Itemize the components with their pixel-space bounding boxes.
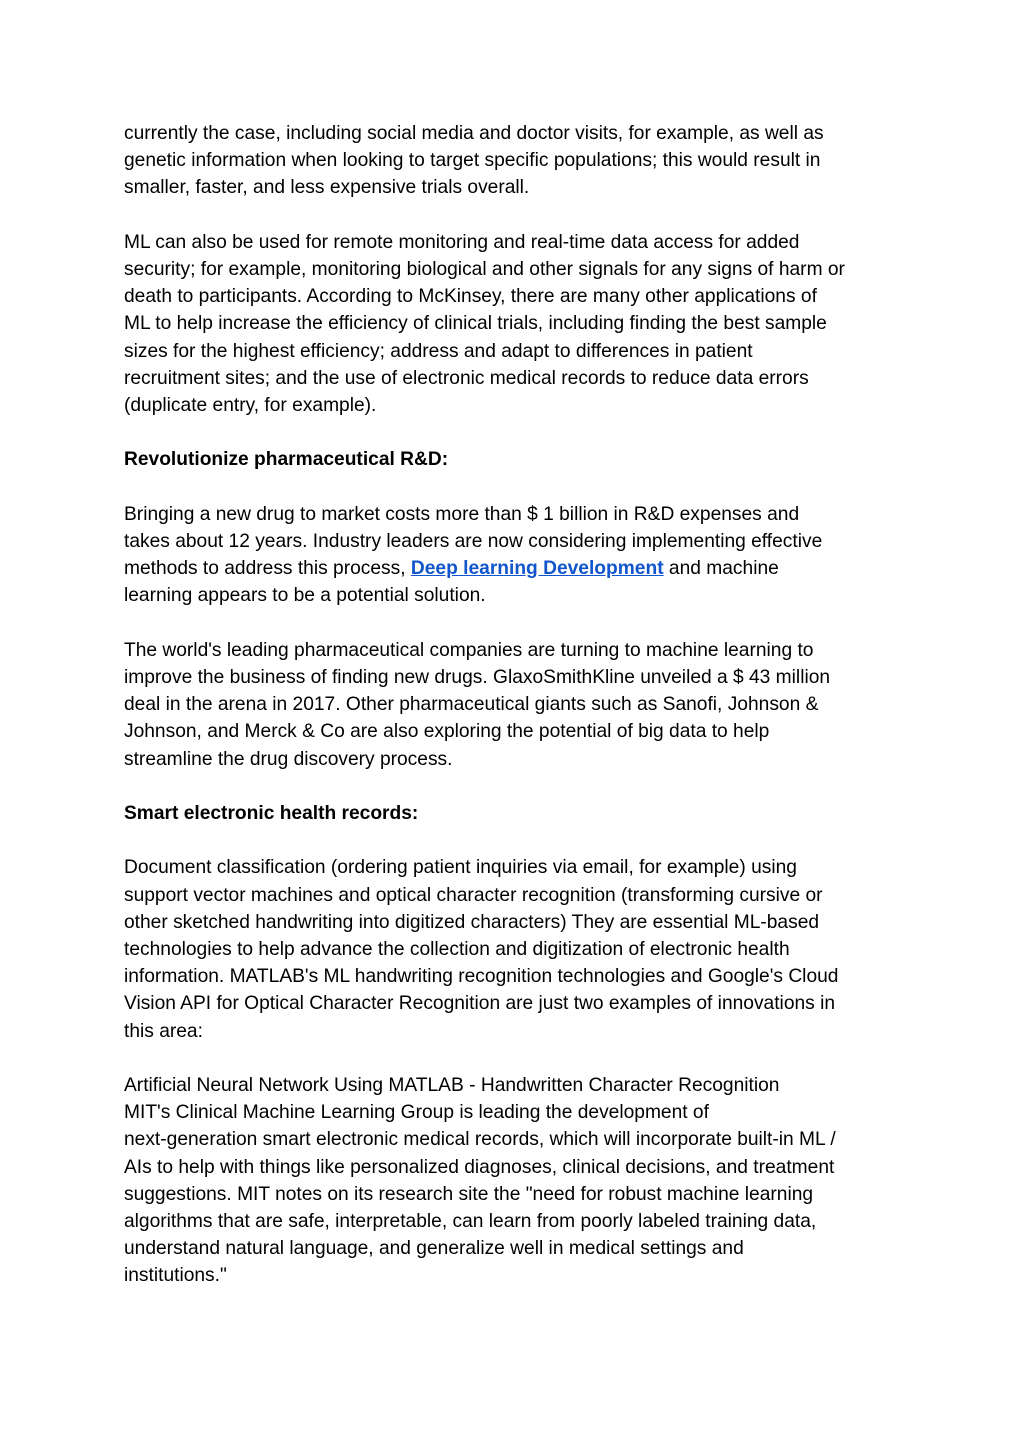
paragraph-remote-monitoring: ML can also be used for remote monitoring and real-time data access for added security; for example, monitoring biological and other signals for any signs of harm or death to participants. According to McKinsey, there are many other applications of ML to help increase the efficiency of clinical trials, including finding the best sample sizes for the highest efficiency; address and adapt to differences in patient recruitment sites; and the use of electronic medical records to reduce data errors (duplicate entry, for example). xyxy=(124,231,845,417)
document-page xyxy=(124,120,904,1290)
paragraph-pharma-companies: The world's leading pharmaceutical companies are turning to machine learning to improve the business of finding new drugs. GlaxoSmithKline unveiled a $ 43 million deal in the arena in 2017. Other pharmaceutical giants such as Sanofi, Johnson & Johnson, and Merck & Co are also exploring the potential of big data to help streamline the drug discovery process. xyxy=(124,639,831,770)
deep-learning-development-link[interactable]: Deep learning Development xyxy=(410,558,664,580)
paragraph-drug-cost-text-after: and machine learning appears to be a potential solution. xyxy=(124,558,779,607)
heading-smart-ehr: Smart electronic health records: xyxy=(124,803,419,824)
paragraph-mit-clinical-ml: Artificial Neural Network Using MATLAB - Handwritten Character Recognition MIT's Clinical Machine Learning Group is leading the development of next-generation smart electronic medical records, which will incorporate built-in ML / AIs to help with things like personalized diagnoses, clinical decisions, and treatment suggestions. MIT notes on its research site the "need for robust machine learning algorithms that are safe, interpretable, can learn from poorly labeled training data, understand natural language, and generalize well in medical settings and institutions." xyxy=(124,1075,836,1287)
paragraph-clinical-trials-intro: currently the case, including social media and doctor visits, for example, as well as genetic information when looking to target specific populations; this would result in smaller, faster, and less expensive trials overall. xyxy=(124,123,824,199)
heading-pharma-rnd: Revolutionize pharmaceutical R&D: xyxy=(124,449,449,471)
paragraph-drug-cost-text-before: Bringing a new drug to market costs more than $ 1 billion in R&D expenses and takes about 12 years. Industry leaders are now considering implementing effective methods to address this process, xyxy=(124,503,823,580)
paragraph-document-classification: Document classification (ordering patient inquiries via email, for example) using support vector machines and optical character recognition (transforming cursive or other sketched handwriting into digitized characters) They are essential ML-based technologies to help advance the collection and digitization of electronic health information. MATLAB's ML handwriting recognition technologies and Google's Cloud Vision API for Optical Character Recognition are just two examples of innovations in this area: xyxy=(124,857,839,1042)
paragraph-drug-cost xyxy=(124,501,904,610)
